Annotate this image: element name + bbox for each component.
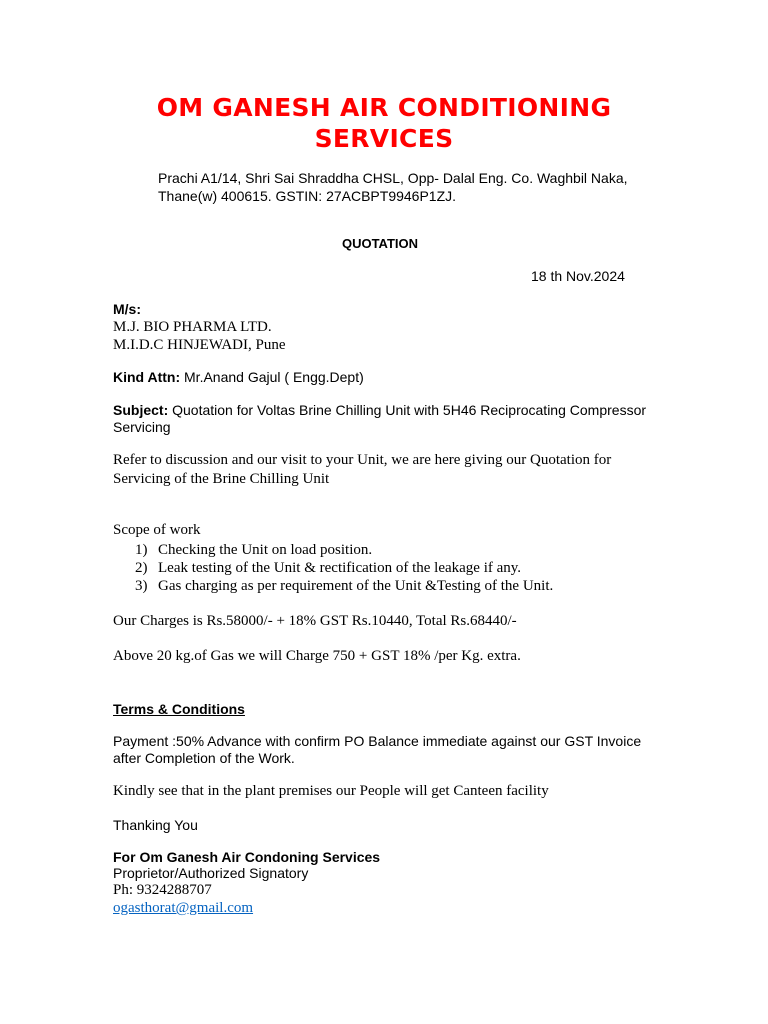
scope-title: Scope of work	[113, 522, 201, 538]
closing-thanks: Thanking You	[113, 817, 198, 833]
document-title: QUOTATION	[341, 236, 419, 251]
company-name: OM GANESH AIR CONDITIONING SERVICES	[156, 93, 612, 153]
subject-line	[113, 402, 653, 436]
list-item-text: Gas charging as per requirement of the Unit &Testing of the Unit.	[158, 578, 554, 594]
attention-label: Kind Attn:	[113, 369, 181, 385]
recipient-company: M.J. BIO PHARMA LTD.	[113, 319, 272, 335]
list-item	[113, 577, 553, 595]
email-link[interactable]: ogasthorat@gmail.com	[113, 900, 254, 916]
list-item	[113, 541, 553, 559]
terms-heading: Terms & Conditions	[113, 701, 245, 717]
attention-line	[113, 369, 364, 385]
phone-number: Ph: 9324288707	[113, 882, 212, 898]
intro-paragraph: Refer to discussion and our visit to your Unit, we are here giving our Quotation for Servicing of the Brine Chilling Unit	[113, 452, 612, 487]
canteen-note: Kindly see that in the plant premises our People will get Canteen facility	[113, 783, 549, 799]
subject-label: Subject:	[113, 402, 169, 418]
scope-list	[113, 541, 553, 595]
list-item-number: 3)	[135, 578, 148, 594]
signatory-title: Proprietor/Authorized Signatory	[113, 865, 309, 881]
company-address: Prachi A1/14, Shri Sai Shraddha CHSL, Opp- Dalal Eng. Co. Waghbil Naka, Thane(w) 400615. GSTIN: 27ACBPT9946P1ZJ.	[158, 170, 628, 204]
list-item-number: 2)	[135, 560, 148, 576]
charges-line: Our Charges is Rs.58000/- + 18% GST Rs.10440, Total Rs.68440/-	[113, 613, 517, 629]
quotation-date: 18 th Nov.2024	[531, 268, 625, 284]
signature-company: For Om Ganesh Air Condoning Services	[113, 849, 381, 865]
recipient-location: M.I.D.C HINJEWADI, Pune	[113, 337, 286, 353]
list-item-text: Checking the Unit on load position.	[158, 542, 373, 558]
gas-charge-note: Above 20 kg.of Gas we will Charge 750 + GST 18% /per Kg. extra.	[113, 648, 521, 664]
recipient-block	[113, 318, 286, 354]
list-item	[113, 559, 553, 577]
list-item-text: Leak testing of the Unit & rectification of the leakage if any.	[158, 560, 522, 576]
list-item-number: 1)	[135, 542, 148, 558]
recipient-label: M/s:	[113, 301, 141, 317]
subject-value: Quotation for Voltas Brine Chilling Unit with 5H46 Reciprocating Compressor Servicing	[113, 402, 647, 435]
attention-value: Mr.Anand Gajul ( Engg.Dept)	[180, 369, 364, 385]
payment-terms: Payment :50% Advance with confirm PO Balance immediate against our GST Invoice after Completion of the Work.	[113, 733, 642, 766]
